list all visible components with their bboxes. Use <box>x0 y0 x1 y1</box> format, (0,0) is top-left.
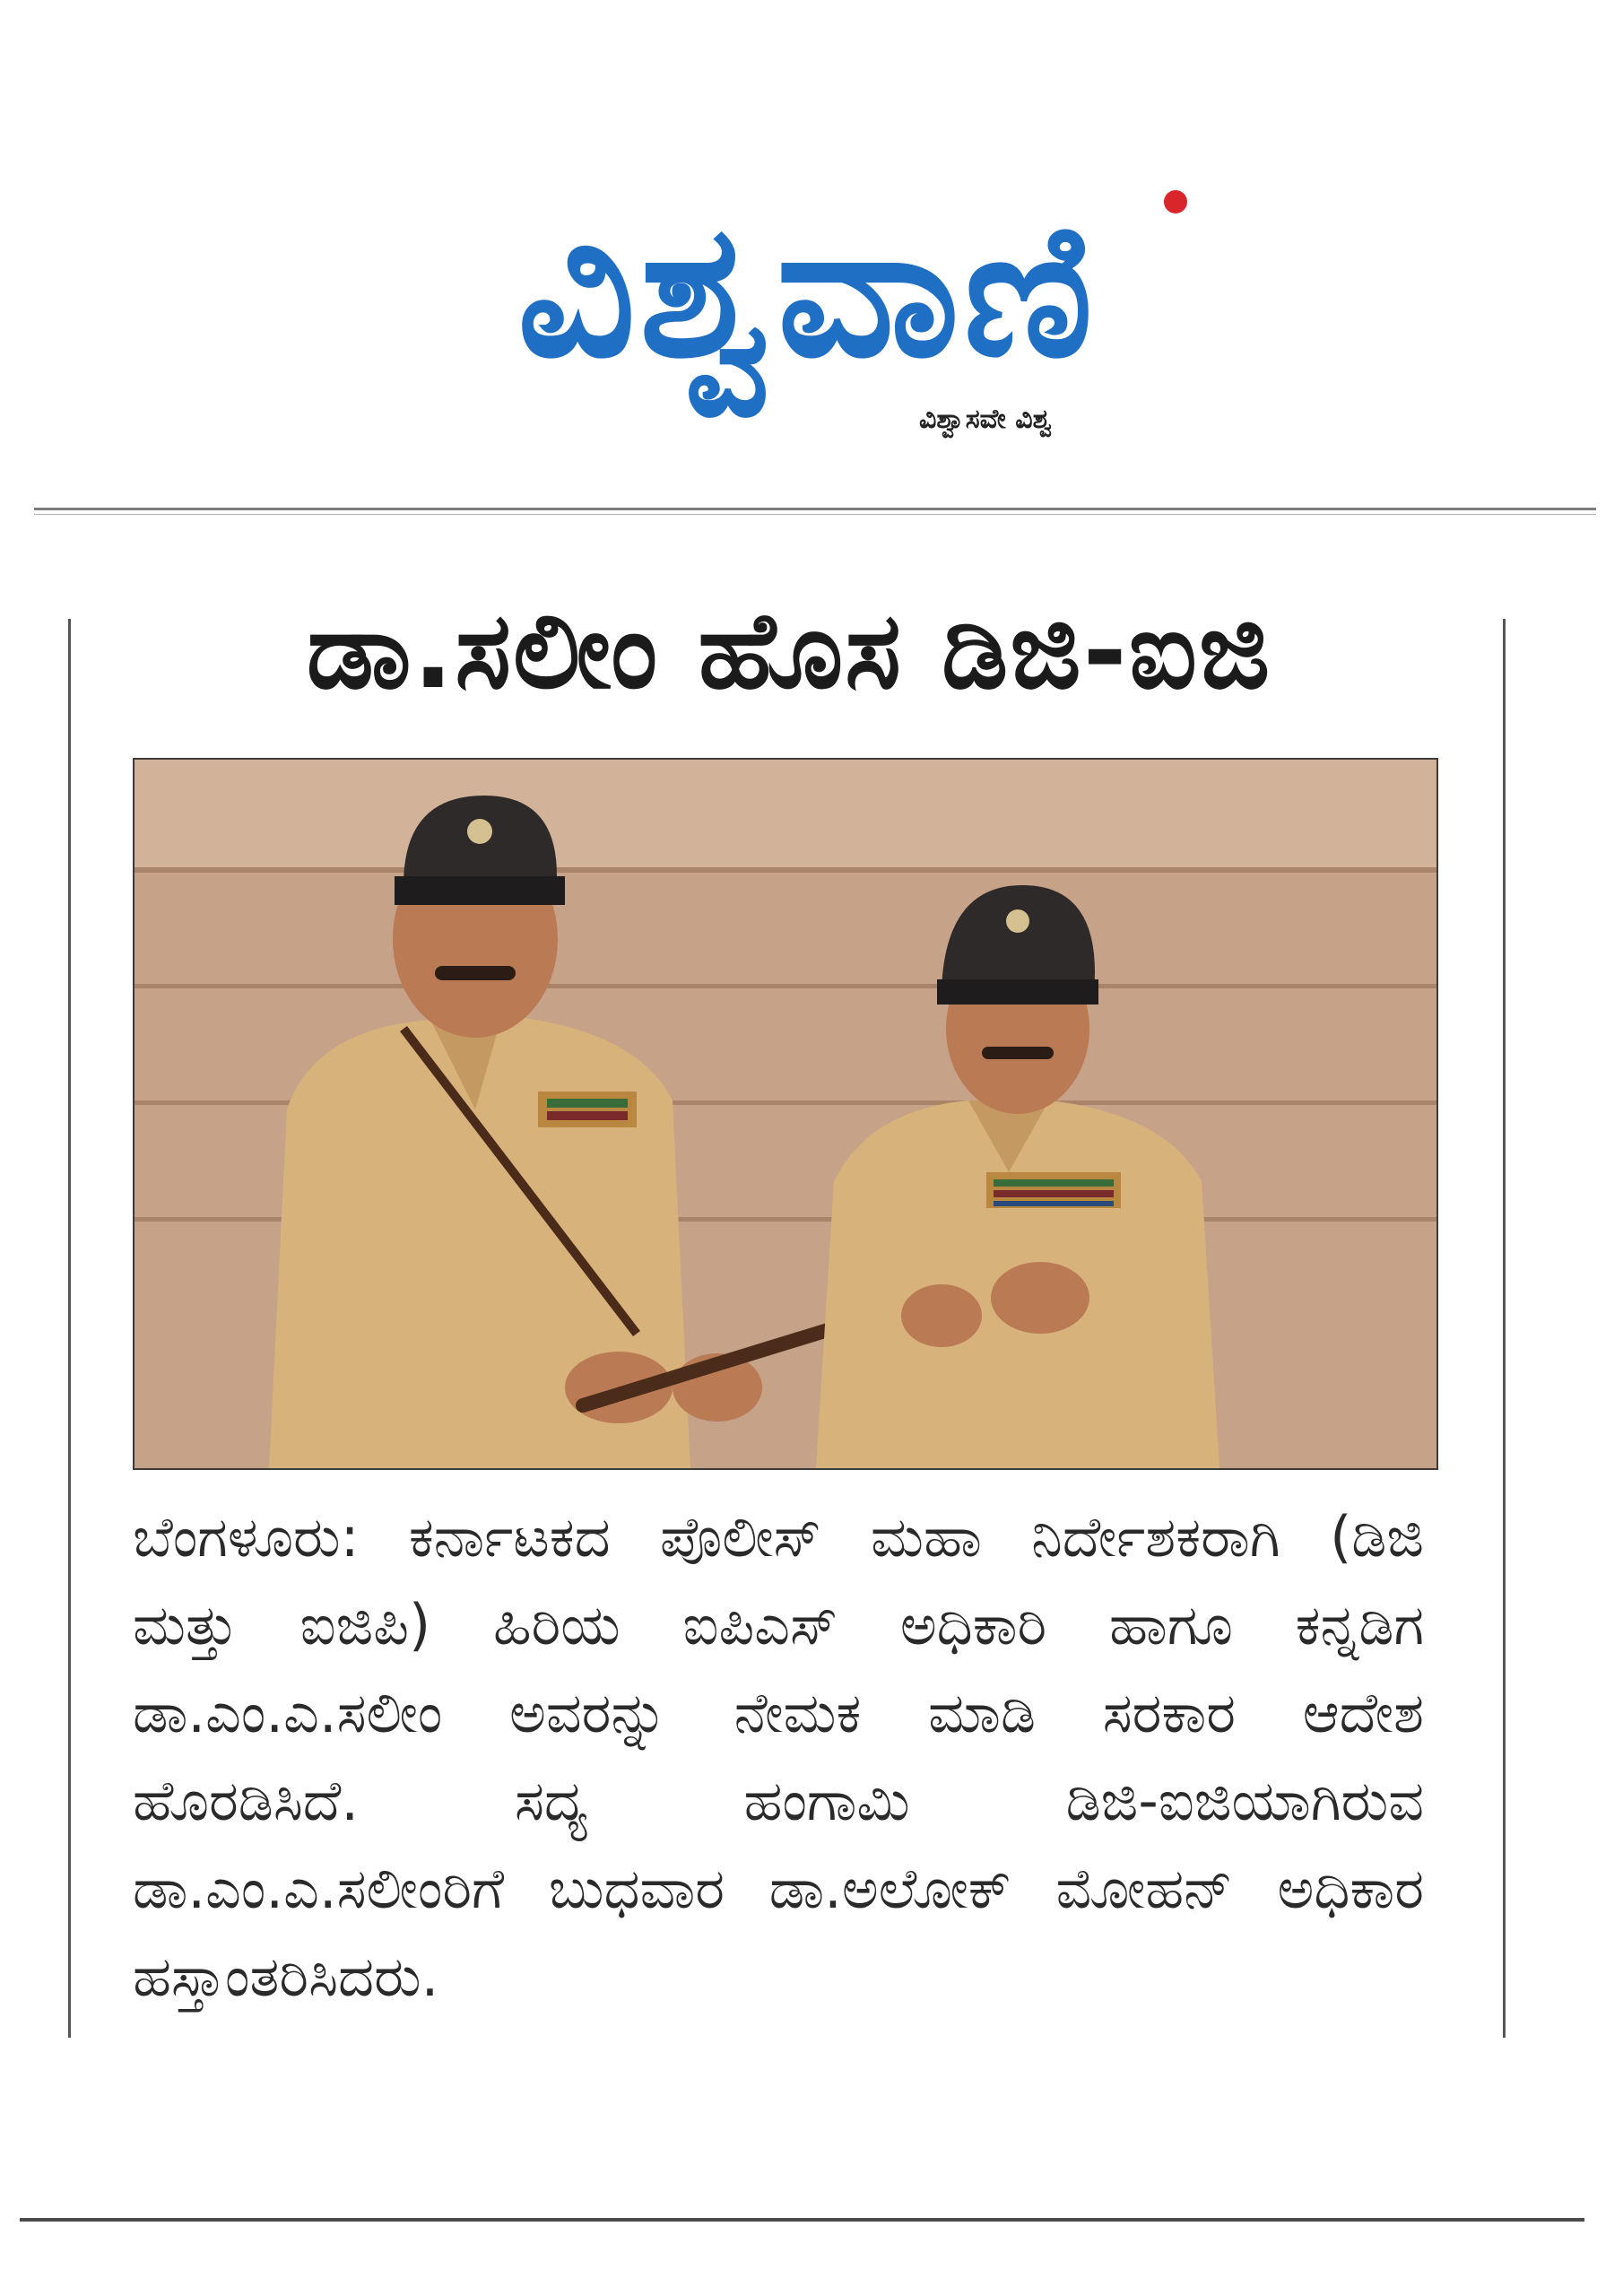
article-photo <box>133 758 1438 1470</box>
masthead-tagline: ವಿಶ್ವಾಸವೇ ವಿಶ್ವ <box>919 404 1053 435</box>
masthead-red-dot <box>1164 190 1187 213</box>
bottom-divider <box>20 2218 1584 2222</box>
photo-illustration <box>135 760 1436 1468</box>
masthead-logo: ವಿಶ್ವವಾಣಿ <box>516 185 1098 398</box>
top-divider-thin <box>34 514 1596 515</box>
article-headline: ಡಾ.ಸಲೀಂ ಹೊಸ ಡಿಜಿ-ಐಜಿ <box>306 588 1272 712</box>
article-body: ಬೆಂಗಳೂರು: ಕರ್ನಾಟಕದ ಪೊಲೀಸ್ ಮಹಾ ನಿರ್ದೇಶಕರಾಗಿ (ಡಿಜಿ ಮತ್ತು ಐಜಿಪಿ) ಹಿರಿಯ ಐಪಿಎಸ್ ಅಧಿಕಾರಿ ಹಾಗೂ ಕನ್ನಡಿಗ ಡಾ.ಎಂ.ಎ.ಸಲೀಂ ಅವರನ್ನು ನೇಮಕ ಮಾಡಿ ಸರಕಾರ ಆದೇಶ ಹೊರಡಿಸಿದೆ. ಸದ್ಯ ಹಂಗಾಮಿ ಡಿಜಿ-ಐಜಿಯಾಗಿರುವ ಡಾ.ಎಂ.ಎ.ಸಲೀಂರಿಗೆ ಬುಧವಾರ ಡಾ.ಅಲೋಕ್ ಮೋಹನ್ ಅಧಿಕಾರ ಹಸ್ತಾಂತರಿಸಿದರು. <box>133 1504 1424 2009</box>
left-column-rule <box>68 619 71 2038</box>
masthead <box>395 179 1219 475</box>
right-column-rule <box>1503 619 1506 2038</box>
top-divider <box>34 508 1596 510</box>
